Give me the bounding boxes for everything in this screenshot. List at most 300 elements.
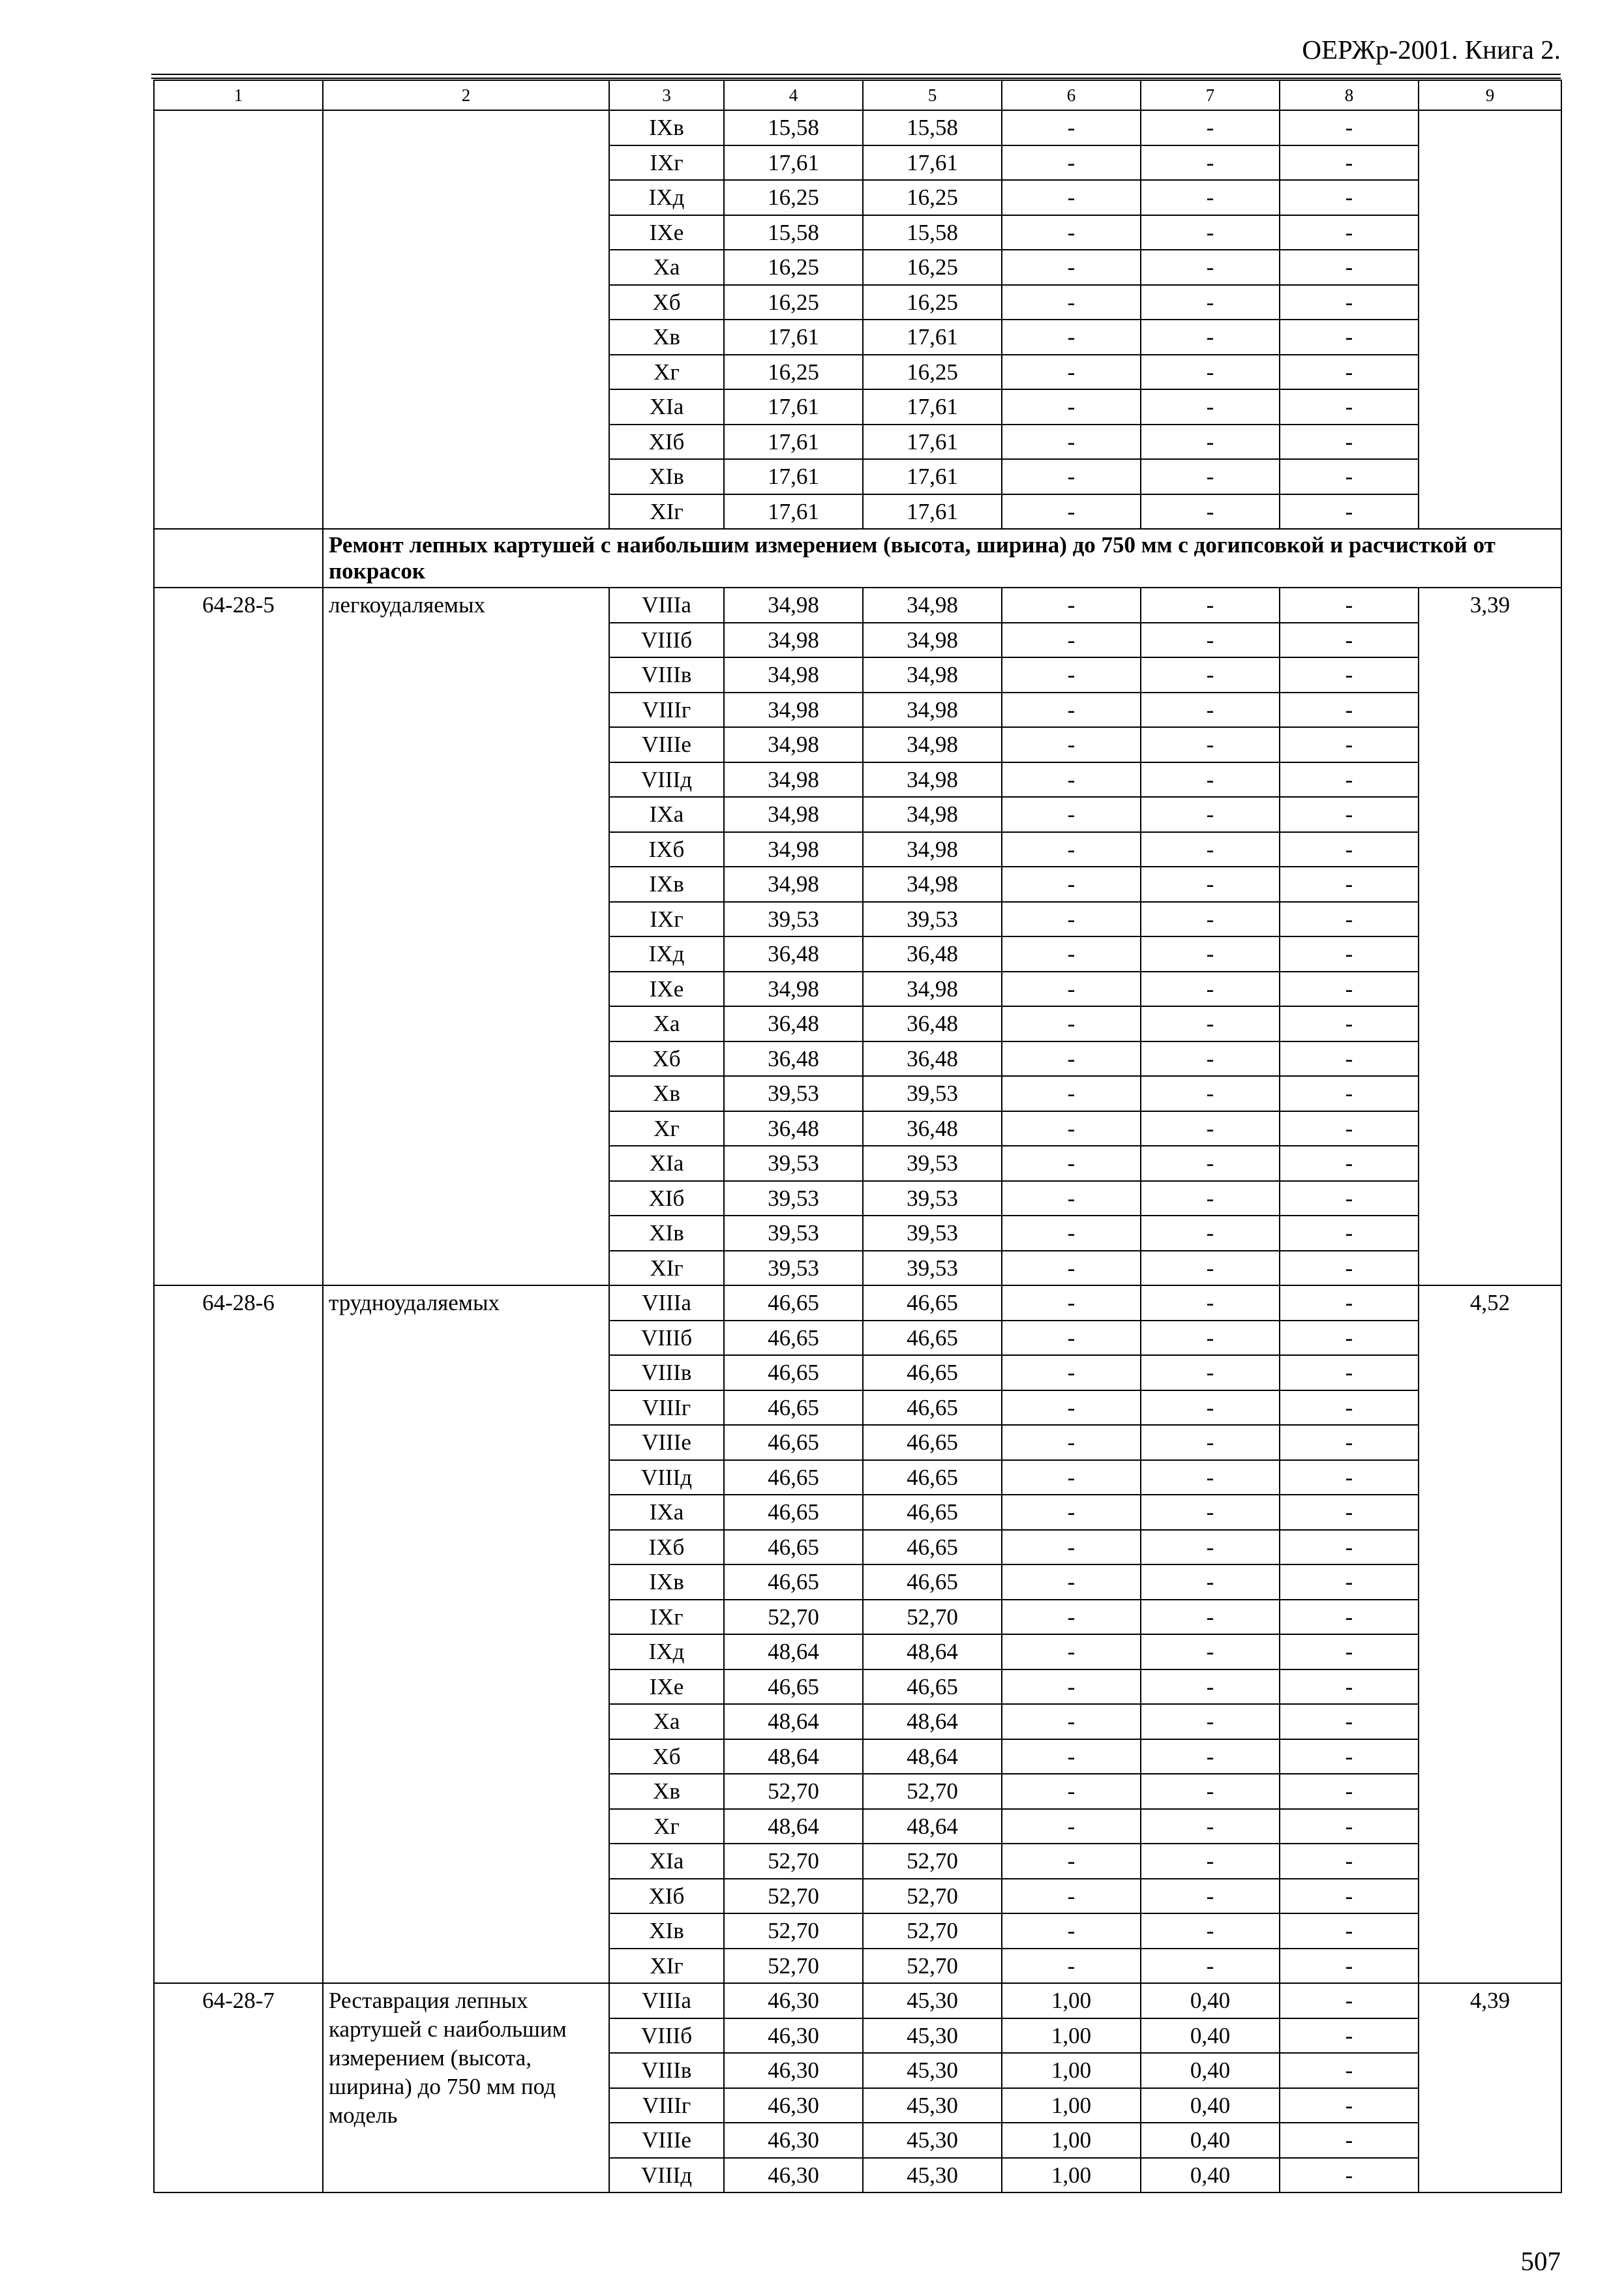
table-cell: VIIIг [609,693,724,728]
table-cell: - [1002,1530,1141,1565]
table-cell: - [1141,657,1280,693]
table-cell: 15,58 [724,215,863,250]
table-cell: IXд [609,936,724,972]
table-cell: 17,61 [724,320,863,355]
table-cell: 39,53 [863,1146,1002,1181]
table-cell: - [1280,972,1419,1007]
table-cell: 34,98 [724,867,863,902]
column-number-cell: 9 [1419,80,1561,110]
table-cell: Xг [609,1809,724,1844]
table-cell: - [1280,145,1419,181]
table-cell: 46,65 [724,1530,863,1565]
table-cell: 1,00 [1002,2018,1141,2054]
table-cell: IXе [609,215,724,250]
table-cell: Xг [609,355,724,390]
table-cell: IXб [609,832,724,867]
table-cell: XIв [609,459,724,494]
table-cell: 36,48 [863,936,1002,972]
table-cell: 48,64 [724,1809,863,1844]
table-cell: - [1141,1355,1280,1390]
table-cell: 45,30 [863,2158,1002,2193]
table-cell: - [1141,727,1280,762]
table-cell: IXг [609,145,724,181]
table-cell: 36,48 [724,1111,863,1146]
table-cell: - [1280,727,1419,762]
table-cell: 39,53 [863,1251,1002,1286]
table-cell: - [1280,1355,1419,1390]
table-cell: - [1002,1949,1141,1984]
table-cell: VIIIб [609,1321,724,1356]
table-cell: 1,00 [1002,2053,1141,2088]
table-cell: 46,65 [724,1495,863,1530]
table-cell: 46,30 [724,2158,863,2193]
table-cell: - [1141,459,1280,494]
table-cell: - [1141,1216,1280,1251]
work-name: Реставрация лепных картушей с наибольшим измерением (высота, ширина) до 750 мм под модель [329,1988,567,2128]
table-cell: - [1141,1076,1280,1111]
work-name [329,111,609,113]
table-cell: 46,30 [724,2018,863,2054]
table-cell: - [1141,1146,1280,1181]
table-cell: XIг [609,1251,724,1286]
table-cell: XIа [609,1146,724,1181]
table-cell: - [1002,1041,1141,1077]
table-cell: - [1141,1913,1280,1949]
rates-table-body [154,80,1561,2192]
table-cell: 39,53 [863,1181,1002,1216]
page-number: 507 [1520,2246,1561,2276]
table-cell: - [1280,1704,1419,1739]
table-cell: - [1280,1983,1419,2018]
table-cell: 46,65 [863,1390,1002,1426]
table-cell: 16,25 [863,285,1002,320]
table-cell: Xа [609,250,724,285]
table-cell: - [1280,285,1419,320]
table-cell: - [1141,1634,1280,1669]
table-cell: 36,48 [724,1041,863,1077]
table-cell: - [1280,902,1419,937]
table-cell: - [1141,1460,1280,1495]
table-cell: VIIIа [609,1983,724,2018]
table-cell: - [1280,1041,1419,1077]
table-cell: IXа [609,797,724,832]
table-row [154,110,1561,145]
table-cell: - [1002,1809,1141,1844]
table-cell: - [1002,425,1141,460]
table-cell: - [1141,1111,1280,1146]
column-number-cell: 1 [154,80,323,110]
table-cell: - [1141,1774,1280,1809]
table-cell: VIIIе [609,1425,724,1460]
table-cell: VIIIв [609,1355,724,1390]
column-number-cell: 5 [863,80,1002,110]
table-cell: - [1280,623,1419,658]
table-cell: - [1280,1913,1419,1949]
table-cell: - [1280,1669,1419,1705]
table-cell: 46,30 [724,2053,863,2088]
table-cell: - [1280,1390,1419,1426]
table-cell: - [1002,1251,1141,1286]
table-cell: - [1141,1564,1280,1600]
table-cell: IXг [609,1600,724,1635]
table-cell: - [1280,1285,1419,1321]
table-cell: - [1280,1809,1419,1844]
table-cell: - [1002,972,1141,1007]
header-rule [151,74,1561,75]
table-cell: 16,25 [863,180,1002,215]
table-cell: - [1141,1495,1280,1530]
table-cell: - [1141,832,1280,867]
table-cell: - [1002,215,1141,250]
table-cell: - [1141,1425,1280,1460]
column-number-cell: 7 [1141,80,1280,110]
table-cell: - [1002,588,1141,623]
table-cell: - [1280,180,1419,215]
column-number-cell: 3 [609,80,724,110]
table-cell: 34,98 [724,657,863,693]
table-cell: - [1141,972,1280,1007]
table-cell: - [1280,2018,1419,2054]
table-cell: 34,98 [863,588,1002,623]
work-name-cell [323,588,609,1285]
table-cell: VIIIв [609,2053,724,2088]
table-cell: - [1002,285,1141,320]
table-cell: - [1280,1111,1419,1146]
table-cell: 17,61 [863,494,1002,530]
table-cell: IXа [609,1495,724,1530]
table-cell: 34,98 [724,832,863,867]
table-cell: - [1002,1634,1141,1669]
table-cell: - [1141,797,1280,832]
table-cell: - [1141,693,1280,728]
table-cell: - [1141,1809,1280,1844]
column-number-cell: 2 [323,80,609,110]
table-cell: 46,65 [863,1355,1002,1390]
table-cell: - [1002,1285,1141,1321]
table-cell: - [1280,1844,1419,1879]
table-cell: IXв [609,110,724,145]
table-cell: - [1002,1111,1141,1146]
table-cell: IXе [609,1669,724,1705]
table-cell: 46,30 [724,1983,863,2018]
table-cell: - [1002,1844,1141,1879]
table-cell: - [1141,1949,1280,1984]
table-cell: 17,61 [724,459,863,494]
table-cell: - [1280,588,1419,623]
table-cell: - [1280,1216,1419,1251]
table-cell: Xв [609,1076,724,1111]
table-cell: 45,30 [863,2123,1002,2158]
table-cell: 48,64 [863,1704,1002,1739]
table-cell: - [1280,1425,1419,1460]
table-row [154,1983,1561,2018]
table-cell: 39,53 [724,902,863,937]
table-cell: 36,48 [724,936,863,972]
table-cell: 0,40 [1141,2088,1280,2123]
table-cell: 36,48 [863,1006,1002,1041]
table-cell: - [1002,110,1141,145]
table-cell: Xа [609,1006,724,1041]
table-cell: - [1141,180,1280,215]
table-cell: - [1002,902,1141,937]
table-cell: 34,98 [724,762,863,798]
table-cell: - [1002,1006,1141,1041]
table-cell: VIIIа [609,1285,724,1321]
table-cell: - [1280,867,1419,902]
table-cell: 34,98 [724,588,863,623]
table-cell: - [1141,145,1280,181]
table-cell: 34,98 [724,693,863,728]
table-cell: - [1280,832,1419,867]
table-cell: - [1002,145,1141,181]
table-cell: - [1280,1181,1419,1216]
table-cell: - [1002,867,1141,902]
table-cell: - [1141,867,1280,902]
table-cell: - [1141,1844,1280,1879]
table-cell: 34,98 [724,972,863,1007]
table-cell: 52,70 [724,1774,863,1809]
table-cell: IXб [609,1530,724,1565]
table-cell: - [1002,389,1141,425]
table-cell: - [1002,1913,1141,1949]
table-cell: 0,40 [1141,1983,1280,2018]
table-cell: VIIIд [609,2158,724,2193]
table-cell: - [1280,2158,1419,2193]
table-cell: 39,53 [724,1216,863,1251]
table-cell: 34,98 [724,727,863,762]
table-cell: - [1280,1460,1419,1495]
table-cell: 17,61 [863,145,1002,181]
table-cell: - [1280,320,1419,355]
table-cell: - [1141,1251,1280,1286]
column-9-cell: 3,39 [1419,588,1561,1285]
table-cell: - [1002,1146,1141,1181]
table-cell: 46,65 [863,1285,1002,1321]
table-cell: 16,25 [724,285,863,320]
table-row [154,588,1561,623]
rates-table [153,80,1562,2193]
table-cell: - [1002,1739,1141,1774]
table-cell: 34,98 [863,657,1002,693]
table-cell: - [1280,2088,1419,2123]
table-cell: 15,58 [863,215,1002,250]
table-cell: - [1002,1879,1141,1914]
table-cell: 48,64 [863,1739,1002,1774]
table-cell: - [1002,727,1141,762]
table-cell: - [1280,1076,1419,1111]
table-cell: 39,53 [863,1216,1002,1251]
table-cell: 17,61 [863,459,1002,494]
rate-code-cell [154,110,323,529]
table-cell: 1,00 [1002,2088,1141,2123]
document-header: ОЕРЖр-2001. Книга 2. [1302,35,1561,65]
table-cell: VIIIг [609,2088,724,2123]
table-cell: - [1002,1495,1141,1530]
table-cell: - [1002,320,1141,355]
table-cell: - [1280,2123,1419,2158]
table-cell: 45,30 [863,1983,1002,2018]
table-cell: - [1141,250,1280,285]
table-cell: 39,53 [724,1146,863,1181]
table-cell: - [1141,902,1280,937]
table-cell: 39,53 [863,1076,1002,1111]
table-cell: - [1280,936,1419,972]
table-cell: 17,61 [724,494,863,530]
table-cell: 52,70 [863,1913,1002,1949]
table-cell: 36,48 [724,1006,863,1041]
column-9-cell: 4,52 [1419,1285,1561,1983]
table-cell: - [1280,250,1419,285]
table-cell: 46,65 [863,1425,1002,1460]
table-cell: - [1002,623,1141,658]
table-cell: - [1002,797,1141,832]
column-9-cell [1419,110,1561,529]
work-name-cell [323,110,609,529]
table-cell: 46,65 [863,1564,1002,1600]
table-cell: - [1141,494,1280,530]
table-cell: 46,30 [724,2123,863,2158]
table-cell: XIг [609,494,724,530]
table-cell: - [1002,180,1141,215]
table-cell: Xг [609,1111,724,1146]
table-cell: - [1141,1530,1280,1565]
table-cell: 45,30 [863,2018,1002,2054]
table-cell: 46,65 [863,1669,1002,1705]
table-cell: 17,61 [724,425,863,460]
table-cell: XIа [609,389,724,425]
table-cell: 39,53 [724,1076,863,1111]
table-cell: 46,65 [724,1460,863,1495]
table-cell: - [1002,1600,1141,1635]
table-cell: - [1280,494,1419,530]
table-cell: - [1141,1181,1280,1216]
work-name: легкоудаляемых [329,592,485,618]
table-cell: - [1141,1600,1280,1635]
table-cell: Xб [609,1739,724,1774]
column-number-cell: 6 [1002,80,1141,110]
table-cell: 34,98 [863,972,1002,1007]
table-cell: - [1002,762,1141,798]
table-cell: - [1280,1495,1419,1530]
table-cell: 46,65 [724,1285,863,1321]
table-cell: Xа [609,1704,724,1739]
table-cell: - [1002,1460,1141,1495]
table-cell: - [1141,425,1280,460]
table-cell: 17,61 [863,320,1002,355]
table-cell: - [1141,1006,1280,1041]
table-cell: - [1280,1530,1419,1565]
table-cell: 45,30 [863,2053,1002,2088]
table-cell: 46,65 [724,1564,863,1600]
rate-code-cell: 64-28-7 [154,1983,323,2192]
table-cell: 0,40 [1141,2158,1280,2193]
table-cell: VIIIб [609,2018,724,2054]
table-cell: 48,64 [863,1634,1002,1669]
table-cell: 46,65 [724,1321,863,1356]
table-cell: - [1280,762,1419,798]
table-cell: 52,70 [724,1844,863,1879]
table-cell: - [1002,1321,1141,1356]
table-cell: 52,70 [724,1913,863,1949]
table-cell: 48,64 [724,1739,863,1774]
table-cell: 46,65 [724,1425,863,1460]
table-cell: - [1280,1879,1419,1914]
table-cell: - [1280,2053,1419,2088]
table-cell: - [1002,1355,1141,1390]
table-cell: IXв [609,1564,724,1600]
table-cell: - [1141,110,1280,145]
table-cell: 39,53 [863,902,1002,937]
table-cell: - [1002,832,1141,867]
table-cell: XIб [609,1181,724,1216]
table-cell: - [1141,623,1280,658]
table-cell: - [1002,355,1141,390]
table-cell: 16,25 [724,250,863,285]
table-cell: - [1141,936,1280,972]
table-cell: XIа [609,1844,724,1879]
table-cell: 39,53 [724,1251,863,1286]
table-cell: IXе [609,972,724,1007]
table-cell: XIб [609,1879,724,1914]
table-cell: - [1141,1879,1280,1914]
table-cell: - [1002,1181,1141,1216]
table-cell: 46,65 [863,1530,1002,1565]
table-cell: VIIIе [609,727,724,762]
table-cell: - [1280,110,1419,145]
table-cell: 17,61 [724,145,863,181]
table-cell: IXд [609,180,724,215]
section-empty-cell [154,529,323,588]
table-cell: - [1280,1251,1419,1286]
table-cell: - [1280,1564,1419,1600]
table-cell: Xв [609,320,724,355]
table-cell: 15,58 [724,110,863,145]
table-cell: - [1280,693,1419,728]
table-cell: 46,65 [724,1355,863,1390]
table-cell: - [1002,1390,1141,1426]
table-cell: 1,00 [1002,2123,1141,2158]
table-cell: 16,25 [724,355,863,390]
header-rule-secondary [151,78,1561,79]
table-cell: - [1280,1600,1419,1635]
table-cell: 52,70 [724,1949,863,1984]
table-cell: - [1280,355,1419,390]
table-cell: 16,25 [863,250,1002,285]
section-title-row [154,529,1561,588]
table-cell: 17,61 [724,389,863,425]
table-cell: VIIIд [609,1460,724,1495]
table-cell: - [1002,459,1141,494]
table-cell: 46,65 [863,1460,1002,1495]
table-cell: - [1002,1704,1141,1739]
table-cell: 46,65 [863,1495,1002,1530]
table-cell: 46,65 [724,1669,863,1705]
table-cell: 48,64 [863,1809,1002,1844]
table-cell: 52,70 [863,1600,1002,1635]
table-cell: - [1280,459,1419,494]
section-title: Ремонт лепных картушей с наибольшим измерением (высота, ширина) до 750 мм с догипсовкой и расчисткой от покрасок [323,529,1561,588]
table-cell: 17,61 [863,425,1002,460]
table-cell: - [1141,762,1280,798]
column-number-row [154,80,1561,110]
table-cell: 48,64 [724,1634,863,1669]
table-cell: 34,98 [863,623,1002,658]
table-cell: 52,70 [724,1879,863,1914]
table-cell: - [1141,1739,1280,1774]
table-cell: - [1280,1949,1419,1984]
table-cell: 34,98 [863,797,1002,832]
table-cell: - [1002,1425,1141,1460]
